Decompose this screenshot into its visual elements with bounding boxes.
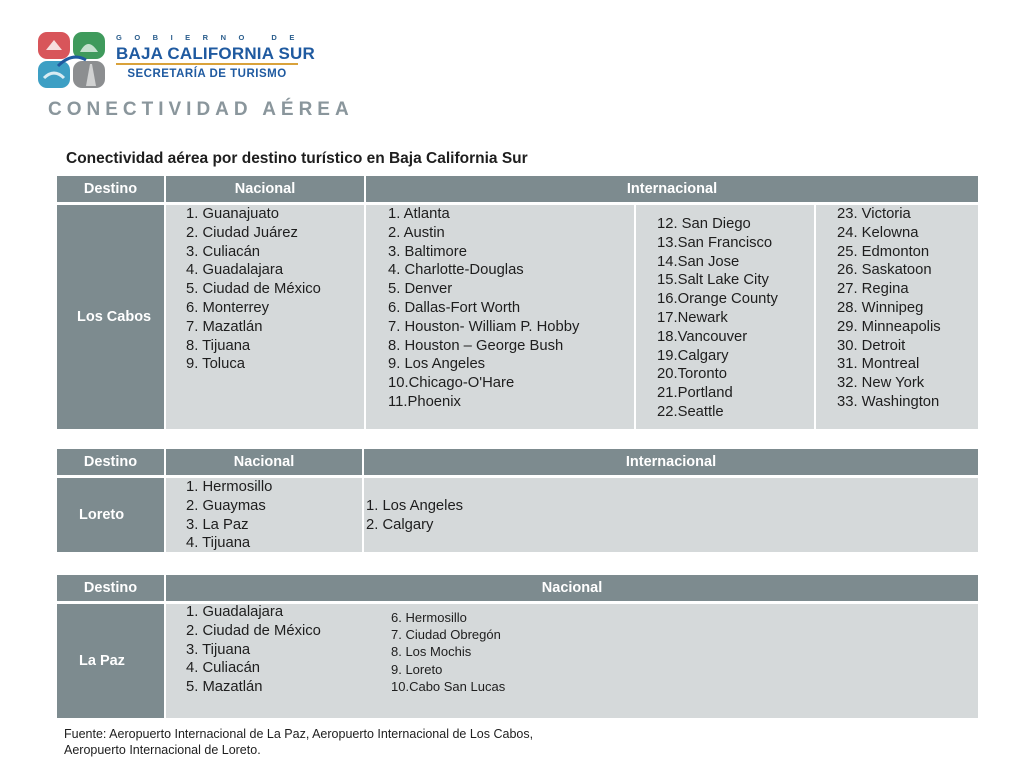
list-item: 5. Mazatlán	[186, 679, 263, 696]
list-item: 4. Guadalajara	[186, 262, 284, 279]
list-item: 1. Atlanta	[388, 206, 450, 222]
section-title: CONECTIVIDAD AÉREA	[48, 99, 354, 120]
list-item: 4. Charlotte-Douglas	[388, 262, 524, 279]
state-name: BAJA CALIFORNIA SUR	[116, 44, 315, 63]
loreto-nacional-list	[186, 478, 272, 553]
list-item: 13.San Francisco	[657, 234, 773, 251]
source-note	[64, 726, 624, 758]
list-item: 1. Los Angeles	[366, 498, 464, 514]
list-item: 33. Washington	[837, 393, 940, 410]
list-item: 4. Tijuana	[186, 535, 251, 552]
list-item: 26. Saskatoon	[837, 262, 932, 279]
list-item: 25. Edmonton	[837, 243, 930, 260]
loreto-internacional-list	[366, 497, 463, 535]
list-item: 10.Chicago-O'Hare	[388, 375, 515, 392]
list-item: 6. Monterrey	[186, 299, 270, 316]
list-item: 9. Los Angeles	[388, 356, 486, 373]
list-item: 1. Guadalajara	[186, 604, 284, 620]
list-item: 3. Tijuana	[186, 641, 251, 658]
list-item: 2. Ciudad de México	[186, 622, 321, 639]
list-item: 21.Portland	[657, 385, 733, 402]
list-item: 6. Hermosillo	[391, 610, 467, 625]
list-item: 8. Houston – George Bush	[388, 337, 564, 354]
list-item: 5. Ciudad de México	[186, 281, 321, 298]
header-nacional: Nacional	[166, 449, 362, 475]
list-item: 32. New York	[837, 375, 925, 392]
baja-california-sur-emblem-icon	[38, 30, 108, 90]
list-item: 5. Denver	[388, 281, 453, 298]
list-item: 15.Salt Lake City	[657, 272, 769, 289]
list-item: 30. Detroit	[837, 337, 906, 354]
los-cabos-nacional-list	[186, 205, 321, 374]
list-item: 8. Los Mochis	[391, 644, 472, 660]
source-line: Aeropuerto Internacional de Loreto.	[64, 743, 261, 757]
list-item: 28. Winnipeg	[837, 299, 924, 316]
header-nacional: Nacional	[166, 176, 364, 202]
destino-loreto: Loreto	[57, 478, 164, 552]
los-cabos-internacional-list-3	[837, 205, 941, 412]
list-item: 7. Houston- William P. Hobby	[388, 318, 580, 335]
list-item: 9. Loreto	[391, 661, 443, 677]
list-item: 8. Tijuana	[186, 337, 251, 354]
list-item: 31. Montreal	[837, 356, 920, 373]
list-item: 14.San Jose	[657, 253, 740, 270]
los-cabos-internacional-list-1	[388, 205, 579, 412]
header-destino: Destino	[57, 449, 164, 475]
list-item: 24. Kelowna	[837, 224, 919, 241]
list-item: 7. Mazatlán	[186, 318, 263, 335]
la-paz-nacional-list-2	[391, 609, 505, 695]
destino-la-paz: La Paz	[57, 604, 164, 718]
list-item: 3. La Paz	[186, 516, 249, 533]
list-item: 17.Newark	[657, 309, 728, 326]
list-item: 6. Dallas-Fort Worth	[388, 299, 521, 316]
list-item: 16.Orange County	[657, 291, 778, 308]
header-destino: Destino	[57, 575, 164, 601]
list-item: 2. Calgary	[366, 516, 434, 533]
government-label: GOBIERNO DE	[116, 33, 307, 42]
list-item: 3. Culiacán	[186, 243, 261, 260]
secretaria-label: SECRETARÍA DE TURISMO	[116, 63, 298, 80]
list-item: 4. Culiacán	[186, 660, 261, 677]
list-item: 1. Guanajuato	[186, 206, 279, 222]
list-item: 2. Guaymas	[186, 497, 266, 514]
list-item: 19.Calgary	[657, 347, 729, 364]
header-internacional: Internacional	[366, 176, 978, 202]
list-item: 2. Austin	[388, 224, 445, 241]
list-item: 9. Toluca	[186, 356, 245, 373]
list-item: 3. Baltimore	[388, 243, 467, 260]
header-destino: Destino	[57, 176, 164, 202]
los-cabos-internacional-list-2	[657, 215, 778, 422]
list-item: 18.Vancouver	[657, 328, 748, 345]
destino-los-cabos: Los Cabos	[57, 205, 164, 429]
list-item: 27. Regina	[837, 281, 909, 298]
list-item: 2. Ciudad Juárez	[186, 224, 298, 241]
la-paz-nacional-list-1	[186, 603, 321, 697]
list-item: 23. Victoria	[837, 206, 911, 222]
header-nacional: Nacional	[166, 575, 978, 601]
list-item: 22.Seattle	[657, 403, 724, 420]
list-item: 12. San Diego	[657, 216, 751, 232]
header-internacional: Internacional	[364, 449, 978, 475]
list-item: 1. Hermosillo	[186, 479, 273, 495]
list-item: 11.Phoenix	[388, 393, 461, 410]
list-item: 29. Minneapolis	[837, 318, 941, 335]
list-item: 20.Toronto	[657, 366, 727, 383]
list-item: 10.Cabo San Lucas	[391, 678, 506, 694]
page-subtitle: Conectividad aérea por destino turístico en Baja California Sur	[66, 150, 528, 167]
source-line: Fuente: Aeropuerto Internacional de La Paz, Aeropuerto Internacional de Los Cabos,	[64, 727, 534, 741]
list-item: 7. Ciudad Obregón	[391, 627, 501, 643]
